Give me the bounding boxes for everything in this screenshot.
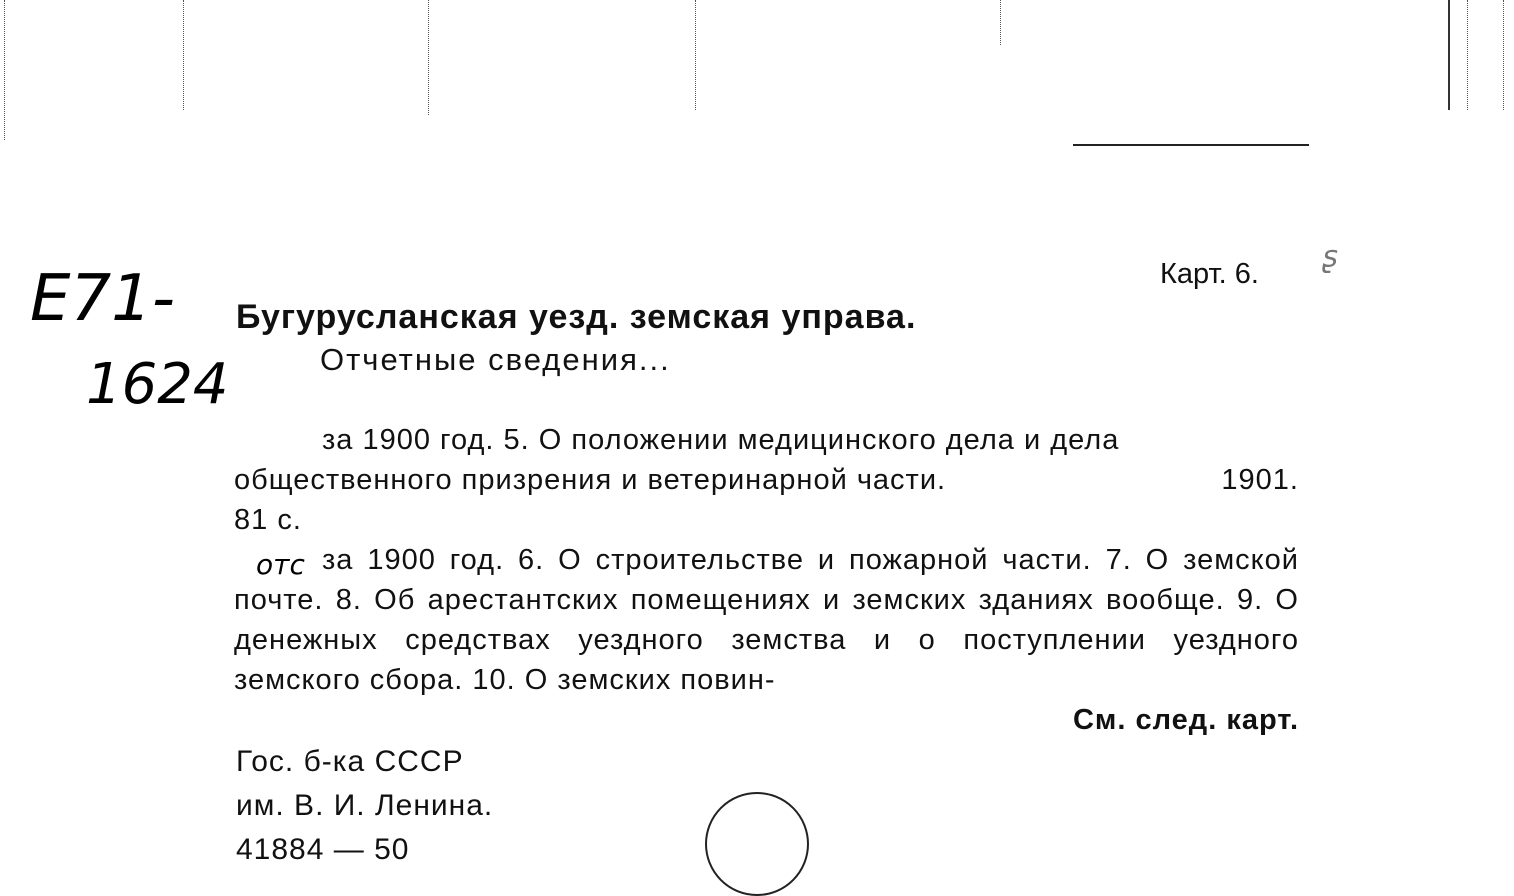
- library-line-2: им. В. И. Ленина.: [236, 789, 494, 822]
- continuation-note: См. след. карт.: [1072, 704, 1299, 736]
- entry-2-text: за 1900 год. 6. О строительстве и пожарной части. 7. О земской почте. 8. Об арестантских помещениях и земских зданиях вообще. 9. О денежных средствах уездного земства и о поступлении уездного земского сбора. 10. О земских повин-: [234, 544, 1299, 696]
- margin-pencil-mark: ʂ: [1322, 240, 1338, 275]
- entry-paragraph-2: [234, 540, 1299, 740]
- library-line-1: Гос. б-ка СССР: [236, 745, 464, 778]
- scan-artifact-line: [1503, 0, 1504, 110]
- library-imprint: [236, 740, 493, 872]
- entry-1-pages: 81 с.: [234, 504, 302, 536]
- scan-artifact-line: [4, 0, 5, 140]
- margin-handwritten-mark: отс: [256, 548, 305, 581]
- entry-paragraph-1: [234, 420, 1299, 540]
- scan-artifact-line: [1000, 0, 1001, 45]
- entry-1-line-1: за 1900 год. 5. О положении медицинского дела и дела: [322, 424, 1120, 456]
- card-number: Карт. 6.: [1160, 258, 1259, 290]
- call-number-handwritten-line2: 1624: [86, 352, 229, 417]
- entry-1-year: 1901.: [1221, 464, 1299, 496]
- entry-1-text: общественного призрения и ветеринарной части.: [234, 464, 947, 496]
- scan-artifact-line: [1467, 0, 1468, 110]
- card-punch-hole: [705, 792, 809, 896]
- scan-artifact-line: [428, 0, 429, 115]
- library-line-3: 41884 — 50: [236, 833, 410, 866]
- top-divider: [1073, 144, 1309, 146]
- scan-artifact-line: [1448, 0, 1450, 110]
- heading-author: Бугурусланская уезд. земская управа.: [236, 298, 917, 336]
- entry-1-line-2: [234, 460, 1299, 500]
- call-number-handwritten-line1: E71-: [30, 262, 175, 336]
- heading-title: Отчетные сведения...: [320, 342, 671, 377]
- scan-artifact-line: [695, 0, 696, 110]
- scan-artifact-line: [183, 0, 184, 110]
